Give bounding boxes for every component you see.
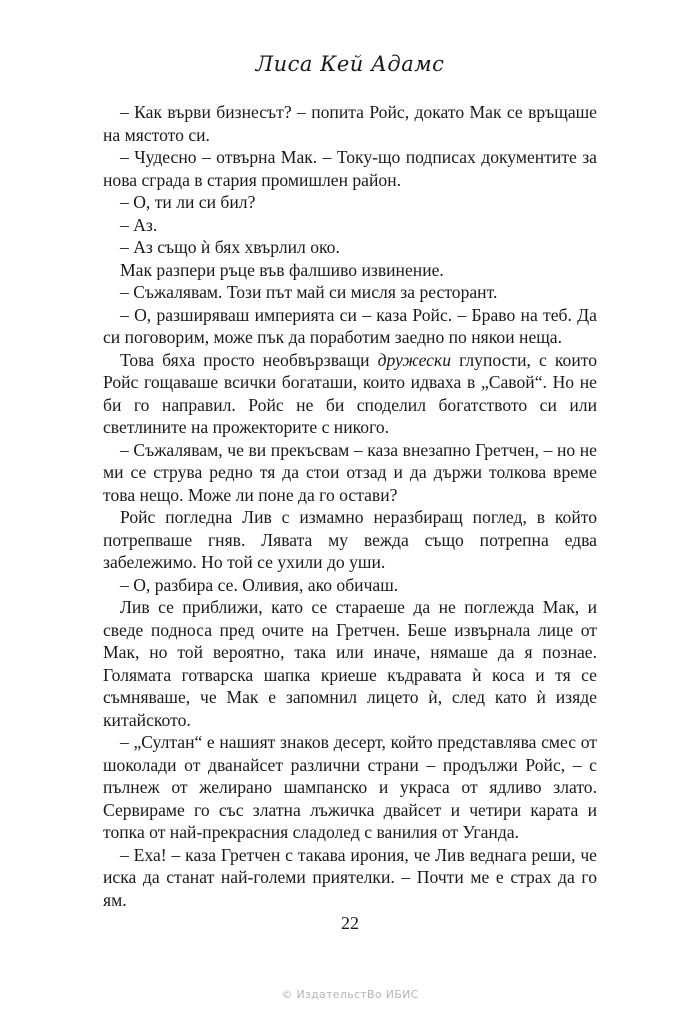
italic-word: дружески (377, 349, 451, 370)
paragraph: – Съжалявам, че ви прекъсвам – каза внезапно Гретчен, – но не ми се струва редно тя да стои отзад и да държи толкова време това нещо. Може ли поне да го остави? (103, 439, 597, 505)
paragraph: Ройс погледна Лив с измамно неразбиращ поглед, в който потрепваше гняв. Лявата му вежда също потрепна едва забележимо. Но той се ухили до уши. (103, 507, 597, 572)
paragraph: – Как върви бизнесът? – попита Ройс, докато Мак се връщаше на мястото си. (103, 102, 597, 145)
paragraph: Мак разпери ръце във фалшиво извинение. (120, 259, 444, 280)
publisher-watermark: © ИздательстВо ИБИС (281, 988, 419, 1001)
paragraph: – О, разширяваш империята си – каза Ройс. – Браво на теб. Да си поговорим, може пък да поработим заедно по някои неща. (103, 304, 597, 347)
paragraph: – Чудесно – отвърна Мак. – Току-що подписах документите за нова сграда в стария промишлен район. (103, 147, 597, 190)
paragraph: – Еха! – каза Гретчен с такава ирония, че Лив веднага реши, че иска да станат най-големи приятелки. – Почти ме е страх да го ям. (103, 844, 597, 910)
paragraph: – „Султан“ е нашият знаков десерт, който представлява смес от шоколади от дванайсет различни страни – продължи Ройс, – с пълнеж от желирано шампанско и украса от ядливо злато. Сервираме го със златна лъжичка двайсет и четири карата и топка от най-прекрасния сладолед с ванилия от Уганда. (103, 732, 597, 842)
paragraph: – О, ти ли си бил? (120, 192, 256, 212)
paragraph-with-italic (103, 349, 597, 439)
paragraph: – Аз също ѝ бях хвърлил око. (120, 237, 340, 257)
paragraph-segment: глупости, с които Ройс гощаваше всички богаташи, които идваха в „Савой“. Но не би го направил. Ройс не би споделил богатството си или светлините на прожекторите с никого. (103, 349, 597, 437)
paragraph: – Аз. (120, 214, 158, 235)
paragraph: Лив се приближи, като се стараеше да не поглежда Мак, и сведе подноса пред очите на Гретчен. Беше извърнала лице от Мак, но той вероятно, така или иначе, нямаше да я познае. Голямата готварска шапка криеше къдравата ѝ коса и тя се съмняваше, че Мак е запомнил лицето ѝ, след като ѝ изяде китайското. (103, 597, 597, 730)
running-header-author: Лиса Кей Адамс (255, 52, 445, 76)
paragraph-segment: Това бяха просто необвързващи (120, 349, 378, 370)
body-text (103, 101, 597, 911)
paragraph: – О, разбира се. Оливия, ако обичаш. (120, 574, 399, 595)
paragraph: – Съжалявам. Този път май си мисля за ресторант. (120, 282, 498, 302)
page-number: 22 (341, 913, 359, 933)
